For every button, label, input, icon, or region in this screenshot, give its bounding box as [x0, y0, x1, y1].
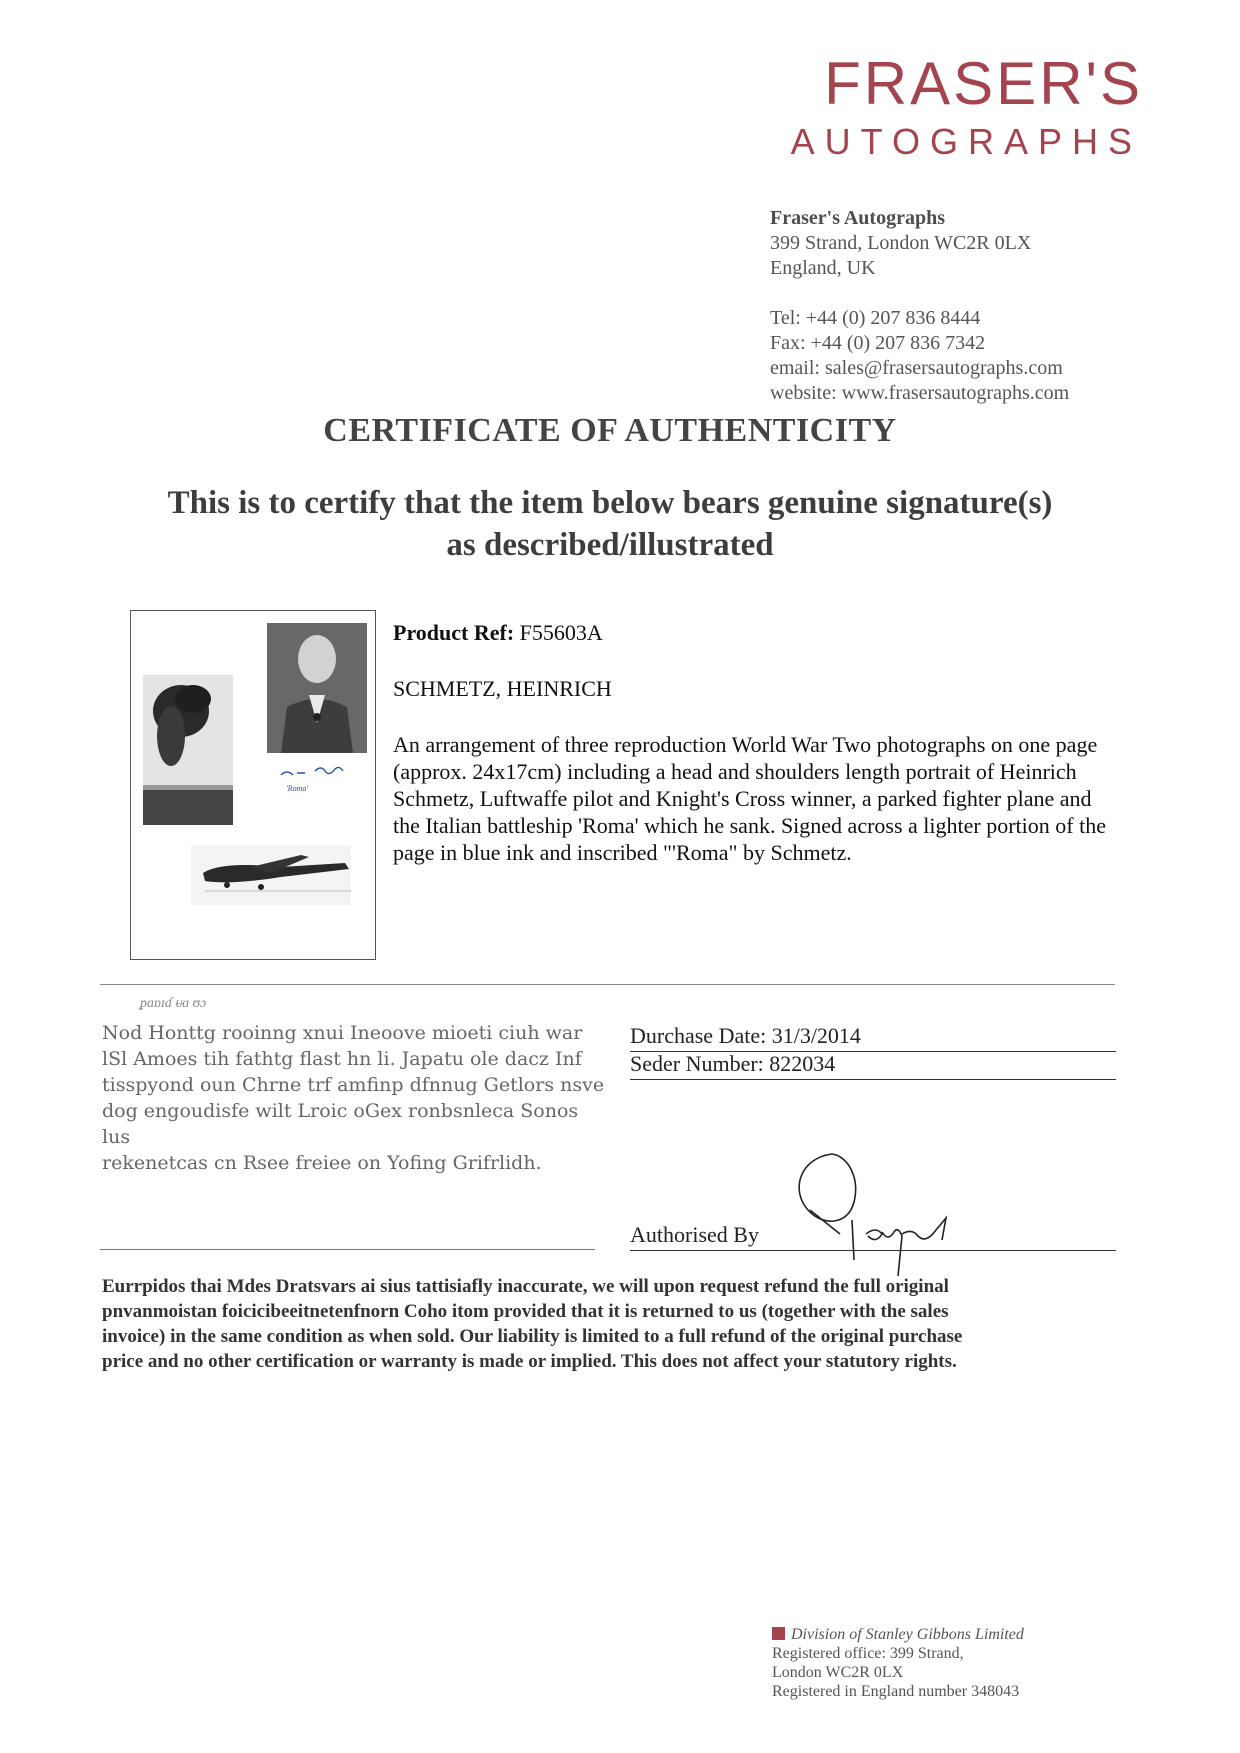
scrambled-line: lSl Amoes tih fathtg flast hn li. Japatu ole dacz Inf	[102, 1048, 582, 1070]
certify-statement	[60, 482, 1160, 566]
address-line-2: England, UK	[770, 257, 876, 279]
stanley-gibbons-icon	[772, 1627, 785, 1640]
registered-number: Registered in England number 348043	[772, 1683, 1020, 1700]
product-description: An arrangement of three reproduction World War Two photographs on one page (approx. 24x17cm) including a head and shoulders length portrait of Heinrich Schmetz, Luftwaffe pilot and Knight's Cross winner, a parked fighter plane and the Italian battleship 'Roma' which he sank. Signed across a lighter portion of the page in blue ink and inscribed "'Roma" by Schmetz.	[393, 732, 1106, 865]
scrambled-line: rekenetcas cn Rsee freiee on Yofing Grifrlidh.	[102, 1152, 542, 1174]
scrambled-text-header: ᵱɑɒɪɗ ᵾɑ ʊɔ	[140, 996, 207, 1011]
disclaimer-line: invoice) in the same condition as when sold. Our liability is limited to a full refund of the original purchase	[102, 1326, 963, 1347]
logo-frasers: FRASER'S	[824, 50, 1143, 117]
order-number: Seder Number: 822034	[630, 1051, 1116, 1080]
battleship-photo	[143, 675, 233, 825]
division: Division of Stanley Gibbons Limited	[791, 1626, 1024, 1643]
address-line-1: 399 Strand, London WC2R 0LX	[770, 232, 1032, 254]
disclaimer-line: price and no other certification or warranty is made or implied. This does not affect your statutory rights.	[102, 1351, 957, 1372]
scrambled-line: tisspyond oun Chrne trf amfinp dfnnug Getlors nsve	[102, 1074, 605, 1096]
photo-collage	[131, 611, 375, 959]
disclaimer	[102, 1274, 1122, 1374]
authorised-by: Authorised By	[630, 1222, 1116, 1251]
item-photo	[130, 610, 376, 960]
tel: Tel: +44 (0) 207 836 8444	[770, 307, 981, 329]
divider	[100, 1249, 595, 1250]
company-name: Fraser's Autographs	[770, 207, 945, 229]
purchase-date: Durchase Date: 31/3/2014	[630, 1023, 1116, 1052]
portrait-photo	[267, 623, 367, 753]
logo-autographs: AUTOGRAPHS	[790, 121, 1142, 162]
registered-office: Registered office: 399 Strand,	[772, 1645, 964, 1662]
product-ref-label: Product Ref:	[393, 620, 515, 645]
scrambled-line: dog engoudisfe wilt Lroic oGex ronbsnleca Sonos lus	[102, 1100, 579, 1148]
certify-line-1: This is to certify that the item below bears genuine signature(s)	[167, 485, 1053, 521]
certificate-title: CERTIFICATE OF AUTHENTICITY	[323, 412, 897, 449]
website: website: www.frasersautographs.com	[770, 382, 1070, 404]
registered-office-city: London WC2R 0LX	[772, 1664, 904, 1681]
product-ref-value: F55603A	[519, 620, 603, 645]
contact-block	[770, 306, 1069, 406]
footer-registration	[772, 1625, 1024, 1701]
authoriser-signature	[770, 1150, 1030, 1280]
product-ref	[393, 620, 603, 646]
aircraft-photo	[191, 845, 351, 905]
email: email: sales@frasersautographs.com	[770, 357, 1063, 379]
photo-inscription: 'Roma'	[286, 784, 309, 793]
disclaimer-line: Eurrpidos thai Mdes Dratsvars ai sius tattisiafly inaccurate, we will upon request refund the full original	[102, 1276, 949, 1297]
fax: Fax: +44 (0) 207 836 7342	[770, 332, 986, 354]
divider	[100, 984, 1115, 985]
signer-name: SCHMETZ, HEINRICH	[393, 676, 612, 701]
scrambled-text-block	[102, 1020, 612, 1176]
blue-ink-signature	[281, 767, 343, 793]
scrambled-line: Nod Honttg rooinng xnui Ineoove mioeti ciuh war	[102, 1022, 583, 1044]
certify-line-2: as described/illustrated	[446, 527, 774, 563]
disclaimer-line: pnvanmoistan foicicibeeitnetenfnorn Coho itom provided that it is returned to us (together with the sales	[102, 1301, 949, 1322]
company-address	[770, 206, 1031, 281]
